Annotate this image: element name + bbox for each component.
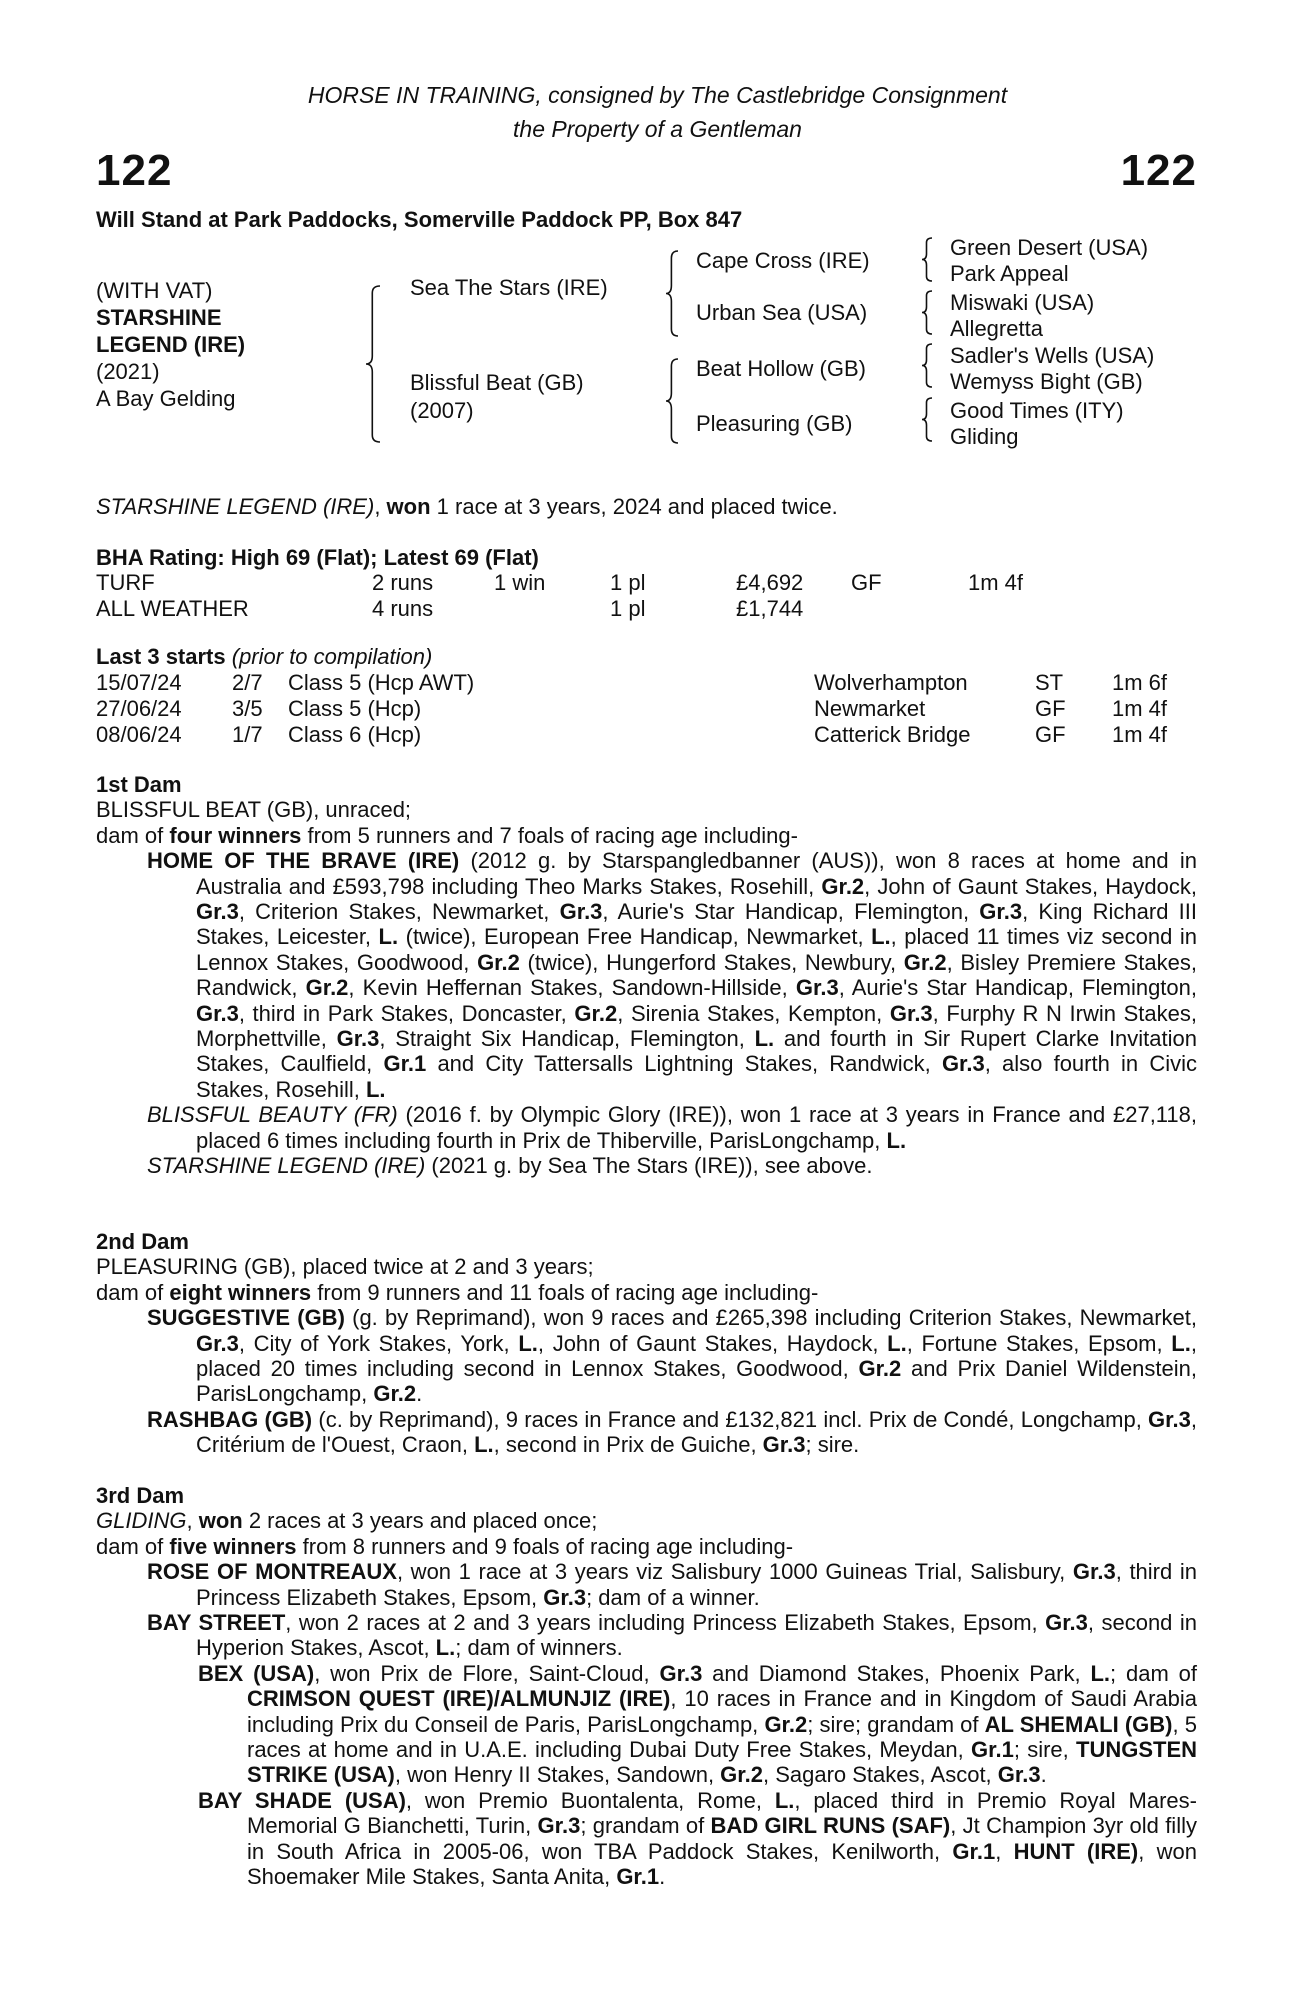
text: from 8 runners and 9 foals of racing age including- <box>296 1533 794 1559</box>
bold-text: Gr.3 <box>537 1813 581 1839</box>
text: ; dam of a winner. <box>586 1584 760 1610</box>
horse-name-line1: STARSHINE <box>96 305 222 330</box>
start-course: Wolverhampton <box>814 670 968 695</box>
bold-text: Gr.3 <box>336 1026 380 1052</box>
dam-record <box>96 1534 1197 1559</box>
dam-heading: 1st Dam <box>96 772 182 797</box>
bold-text: Gr.3 <box>196 1000 239 1026</box>
sire-of-sire: Cape Cross (IRE) <box>696 248 870 273</box>
text: , Furphy R N Irwin Stakes, Morphettville, <box>196 1000 1197 1052</box>
bold-text: won <box>198 1508 243 1534</box>
text: ; grandam of <box>580 1813 711 1839</box>
subject-horse <box>96 277 245 412</box>
bold-text: Gr.2 <box>373 1381 417 1407</box>
bold-text: five winners <box>169 1533 297 1559</box>
text: , second in Hyperion Stakes, Ascot, <box>196 1610 1197 1661</box>
bold-text: HUNT (IRE) <box>1013 1838 1139 1864</box>
text: (twice), European Free Handicap, Newmarket, <box>398 924 872 950</box>
text: , Straight Six Handicap, Flemington, <box>379 1026 755 1052</box>
bold-text: Gr.2 <box>720 1762 763 1788</box>
rating-runs: 4 runs <box>372 596 434 621</box>
produce-entry <box>198 1788 1197 1890</box>
rating-wins: 1 win <box>494 570 546 595</box>
bold-text: CRIMSON QUEST (IRE)/ALMUNJIZ (IRE) <box>247 1686 671 1712</box>
start-going: ST <box>1035 670 1064 695</box>
text: , Aurie's Star Handicap, Flemington, <box>838 975 1197 1001</box>
start-course: Newmarket <box>814 696 926 721</box>
horse-name-line2: LEGEND (IRE) <box>96 332 246 357</box>
bold-text: eight winners <box>169 1279 312 1305</box>
text: , won Henry II Stakes, Sandown, <box>394 1762 721 1788</box>
bold-text: L. <box>754 1026 775 1052</box>
bold-text: Gr.2 <box>305 975 349 1001</box>
bha-rating: BHA Rating: High 69 (Flat); Latest 69 (Flat) <box>96 545 539 570</box>
bold-text: Gr.1 <box>971 1737 1014 1763</box>
bold-text: L. <box>518 1330 538 1356</box>
dam-record <box>96 1254 1197 1279</box>
rating-runs: 2 runs <box>372 570 434 595</box>
italic-text: BLISSFUL BEAUTY (FR) <box>147 1102 398 1128</box>
bold-text: AL SHEMALI (GB) <box>984 1711 1173 1737</box>
start-distance: 1m 4f <box>1112 722 1168 747</box>
text: ; sire; grandam of <box>807 1711 985 1737</box>
start-pos: 3/5 <box>232 696 263 721</box>
brace-icon <box>922 343 932 388</box>
bold-text: Gr.3 <box>795 975 839 1001</box>
lot-number-left: 122 <box>96 146 173 195</box>
dam-heading: 3rd Dam <box>96 1483 185 1508</box>
bold-text: L. <box>1090 1660 1111 1686</box>
ancestor: Sadler's Wells (USA) <box>950 343 1155 368</box>
bold-text: Gr.2 <box>858 1356 902 1382</box>
produce-entry <box>198 1661 1197 1788</box>
owner-line: the Property of a Gentleman <box>513 116 802 142</box>
produce-entry <box>147 848 1197 1102</box>
italic-text: STARSHINE LEGEND (IRE) <box>96 494 375 519</box>
text: 1 race at 3 years, 2024 and placed twice. <box>430 494 838 519</box>
text: , second in Prix de Guiche, <box>493 1432 763 1458</box>
bold-text: Gr.2 <box>821 873 865 899</box>
rating-surface: ALL WEATHER <box>96 596 249 621</box>
text: ; sire, <box>1013 1737 1077 1763</box>
dam-record <box>96 797 1197 822</box>
horse-description: A Bay Gelding <box>96 386 236 411</box>
bold-text: BAD GIRL RUNS (SAF) <box>710 1813 951 1839</box>
ancestor: Gliding <box>950 424 1019 449</box>
start-race: Class 5 (Hcp) <box>288 696 422 721</box>
text: , placed third in Premio Royal Mares-Memorial G Bianchetti, Turin, <box>247 1787 1197 1839</box>
start-course: Catterick Bridge <box>814 722 971 747</box>
last-starts-note: (prior to compilation) <box>231 644 433 669</box>
text: (2021 g. by Sea The Stars (IRE)), see above. <box>425 1153 873 1179</box>
foaling-year: (2021) <box>96 359 160 384</box>
brace-icon <box>666 250 678 337</box>
bold-text: Gr.1 <box>952 1838 996 1864</box>
brace-icon <box>922 290 932 335</box>
produce-entry <box>147 1407 1197 1458</box>
text: (twice), Hungerford Stakes, Newbury, <box>519 949 904 975</box>
bold-text: Gr.1 <box>616 1864 660 1890</box>
text: , won Premio Buontalenta, Rome, <box>405 1787 775 1813</box>
start-pos: 2/7 <box>232 670 263 695</box>
bold-text: Gr.3 <box>979 899 1023 925</box>
bold-text: L. <box>886 1127 907 1153</box>
text: and Prix Daniel Wildenstein, ParisLongchamp, <box>196 1356 1197 1407</box>
text: PLEASURING (GB), placed twice at 2 and 3 years; <box>96 1254 594 1280</box>
start-pos: 1/7 <box>232 722 263 747</box>
dam-record <box>96 1508 1197 1533</box>
text: , <box>374 494 387 519</box>
text: , won 1 race at 3 years viz Salisbury 1000 Guineas Trial, Salisbury, <box>396 1559 1073 1585</box>
bold-text: four winners <box>169 822 302 848</box>
bold-text: Gr.1 <box>383 1051 427 1077</box>
text: BLISSFUL BEAT (GB), unraced; <box>96 797 412 823</box>
start-date: 27/06/24 <box>96 696 182 721</box>
bold-text: SUGGESTIVE (GB) <box>147 1305 345 1331</box>
bold-text: ROSE OF MONTREAUX <box>147 1559 397 1585</box>
bold-text: Gr.3 <box>997 1762 1041 1788</box>
bold-text: Gr.2 <box>903 949 947 975</box>
start-going: GF <box>1035 722 1066 747</box>
start-date: 08/06/24 <box>96 722 182 747</box>
bold-text: Gr.3 <box>543 1584 587 1610</box>
text: dam of <box>96 1279 170 1305</box>
italic-text: GLIDING <box>96 1508 187 1534</box>
text: . <box>416 1381 423 1407</box>
rating-distance: 1m 4f <box>968 570 1024 595</box>
text: , Critérium de l'Ouest, Craon, <box>196 1406 1197 1458</box>
bold-text: HOME OF THE BRAVE (IRE) <box>147 848 460 874</box>
text: ; sire. <box>805 1432 860 1458</box>
brace-icon <box>922 397 932 442</box>
dam: Blissful Beat (GB) <box>410 370 584 395</box>
race-summary <box>96 494 838 519</box>
dam-record <box>96 823 1197 848</box>
text: , also fourth in Civic Stakes, Rosehill, <box>196 1051 1197 1102</box>
start-going: GF <box>1035 696 1066 721</box>
italic-text: STARSHINE LEGEND (IRE) <box>147 1153 426 1179</box>
bold-text: L. <box>474 1432 494 1458</box>
bold-text: Gr.3 <box>941 1051 985 1077</box>
bold-text: Gr.3 <box>1072 1559 1116 1585</box>
bold-text: BAY SHADE (USA) <box>198 1787 406 1813</box>
text: and Diamond Stakes, Phoenix Park, <box>702 1660 1091 1686</box>
ancestor: Park Appeal <box>950 261 1069 286</box>
ancestor: Miswaki (USA) <box>950 290 1095 315</box>
text: and City Tattersalls Lightning Stakes, Randwick, <box>426 1051 942 1077</box>
text: , King Richard III Stakes, Leicester, <box>196 899 1197 950</box>
rating-placed: 1 pl <box>610 596 646 621</box>
ancestor: Wemyss Bight (GB) <box>950 369 1143 394</box>
text: (c. by Reprimand), 9 races in France and £132,821 incl. Prix de Condé, Longchamp, <box>312 1406 1149 1432</box>
last-starts-title: Last 3 starts <box>96 644 226 669</box>
lot-number-right: 122 <box>1120 146 1197 195</box>
text: . <box>1040 1762 1047 1788</box>
text: , placed 20 times including second in Lennox Stakes, Goodwood, <box>196 1330 1197 1382</box>
text: from 5 runners and 7 foals of racing age including- <box>301 822 798 848</box>
bold-text: L. <box>1171 1330 1191 1356</box>
text: , John of Gaunt Stakes, Haydock, <box>537 1330 888 1356</box>
rating-going: GF <box>851 570 882 595</box>
stabling-location: Will Stand at Park Paddocks, Somerville Paddock PP, Box 847 <box>96 207 743 232</box>
text: , Jt Champion 3yr old filly in South Africa in 2005-06, won TBA Paddock Stakes, Kenilworth, <box>247 1813 1197 1864</box>
rating-surface: TURF <box>96 570 155 595</box>
text: , won Prix de Flore, Saint-Cloud, <box>314 1660 660 1686</box>
text: , John of Gaunt Stakes, Haydock, <box>864 873 1198 899</box>
bold-text: TUNGSTEN STRIKE (USA) <box>247 1737 1198 1788</box>
third-dam-section <box>96 1483 1197 1890</box>
text: (2012 g. by Starspangledbanner (AUS)), won 8 races at home and in Australia and £593,798 including Theo Marks Stakes, Rosehill, <box>196 848 1197 899</box>
text: . <box>659 1864 666 1890</box>
bold-text: L. <box>774 1787 795 1813</box>
bold-text: Gr.2 <box>574 1000 618 1026</box>
text: , Bisley Premiere Stakes, Randwick, <box>196 949 1198 1001</box>
text: , 5 races at home and in U.A.E. including Dubai Duty Free Stakes, Meydan, <box>247 1711 1197 1763</box>
bold-text: L. <box>378 924 399 950</box>
text: , 10 races in France and in Kingdom of Saudi Arabia including Prix du Conseil de Paris, ParisLongchamp, <box>247 1686 1197 1737</box>
bold-text: L. <box>435 1635 456 1661</box>
text: , Sagaro Stakes, Ascot, <box>762 1762 998 1788</box>
dam-of-sire: Urban Sea (USA) <box>696 300 868 325</box>
text: , Criterion Stakes, Newmarket, <box>238 899 560 925</box>
bold-text: Gr.3 <box>196 1330 239 1356</box>
produce-entry <box>147 1610 1197 1661</box>
text: , Aurie's Star Handicap, Flemington, <box>602 899 980 925</box>
bold-text: L. <box>887 1330 907 1356</box>
brace-icon <box>366 285 380 443</box>
second-dam-section <box>96 1229 1197 1458</box>
ancestor: Green Desert (USA) <box>950 235 1149 260</box>
text: ; dam of <box>1110 1660 1197 1686</box>
brace-icon <box>922 237 932 282</box>
rating-placed: 1 pl <box>610 570 646 595</box>
bold-text: Gr.3 <box>762 1432 806 1458</box>
text: , City of York Stakes, York, <box>238 1330 519 1356</box>
sire: Sea The Stars (IRE) <box>410 275 608 300</box>
text: from 9 runners and 11 foals of racing age including- <box>311 1279 819 1305</box>
bold-text: BEX (USA) <box>198 1660 315 1686</box>
rating-prize: £4,692 <box>736 570 804 595</box>
text: 2 races at 3 years and placed once; <box>242 1508 598 1534</box>
bold-text: Gr.3 <box>1045 1610 1088 1636</box>
bold-text: Gr.2 <box>477 949 520 975</box>
text: (g. by Reprimand), won 9 races and £265,398 including Criterion Stakes, Newmarket, <box>344 1305 1198 1331</box>
first-dam-section <box>96 772 1197 1179</box>
ancestor: Good Times (ITY) <box>950 398 1124 423</box>
produce-entry <box>147 1102 1197 1153</box>
last-starts-heading <box>96 644 432 669</box>
bold-text: RASHBAG (GB) <box>147 1406 313 1432</box>
start-race: Class 5 (Hcp AWT) <box>288 670 475 695</box>
bold-text: Gr.3 <box>1148 1406 1191 1432</box>
text: , won Shoemaker Mile Stakes, Santa Anita, <box>247 1838 1197 1890</box>
text: (2016 f. by Olympic Glory (IRE)), won 1 race at 3 years in France and £27,118, placed 6 times including fourth in Prix de Thiberville, ParisLongchamp, <box>196 1102 1197 1153</box>
text: and fourth in Sir Rupert Clarke Invitation Stakes, Caulfield, <box>196 1026 1197 1077</box>
text: , third in Park Stakes, Doncaster, <box>238 1000 575 1026</box>
bold-text: Gr.3 <box>196 899 239 925</box>
sire-of-dam: Beat Hollow (GB) <box>696 356 866 381</box>
text: , <box>995 1838 1014 1864</box>
text: ; dam of winners. <box>455 1635 623 1661</box>
text: , placed 11 times viz second in Lennox Stakes, Goodwood, <box>196 924 1197 975</box>
text: , Sirenia Stakes, Kempton, <box>617 1000 890 1026</box>
start-date: 15/07/24 <box>96 670 182 695</box>
bold-text: L. <box>871 924 891 950</box>
bold-text: Gr.2 <box>764 1711 808 1737</box>
start-race: Class 6 (Hcp) <box>288 722 422 747</box>
text: , <box>186 1508 199 1534</box>
bold-text: Gr.3 <box>559 899 603 925</box>
dam-of-dam: Pleasuring (GB) <box>696 411 853 436</box>
ancestor: Allegretta <box>950 316 1043 341</box>
produce-entry <box>147 1305 1197 1407</box>
dam-heading: 2nd Dam <box>96 1229 189 1254</box>
produce-entry <box>147 1153 1197 1178</box>
dam-year: (2007) <box>410 398 474 423</box>
start-distance: 1m 4f <box>1112 696 1168 721</box>
start-distance: 1m 6f <box>1112 670 1168 695</box>
text: dam of <box>96 822 170 848</box>
produce-entry <box>147 1559 1197 1610</box>
bold-text: BAY STREET <box>147 1610 286 1636</box>
text: , Fortune Stakes, Epsom, <box>906 1330 1172 1356</box>
consignor-line: HORSE IN TRAINING, consigned by The Castlebridge Consignment <box>307 82 1008 108</box>
brace-icon <box>666 358 678 444</box>
vat-status: (WITH VAT) <box>96 278 213 303</box>
text: , Kevin Heffernan Stakes, Sandown-Hillside, <box>348 975 796 1001</box>
dam-record <box>96 1280 1197 1305</box>
text: , third in Princess Elizabeth Stakes, Epsom, <box>196 1559 1197 1610</box>
rating-prize: £1,744 <box>736 596 804 621</box>
bold-text: won <box>386 494 431 519</box>
text: , won 2 races at 2 and 3 years including Princess Elizabeth Stakes, Epsom, <box>285 1610 1046 1636</box>
bold-text: Gr.3 <box>889 1000 933 1026</box>
bold-text: Gr.3 <box>659 1660 703 1686</box>
text: dam of <box>96 1533 170 1559</box>
bold-text: L. <box>365 1076 386 1102</box>
